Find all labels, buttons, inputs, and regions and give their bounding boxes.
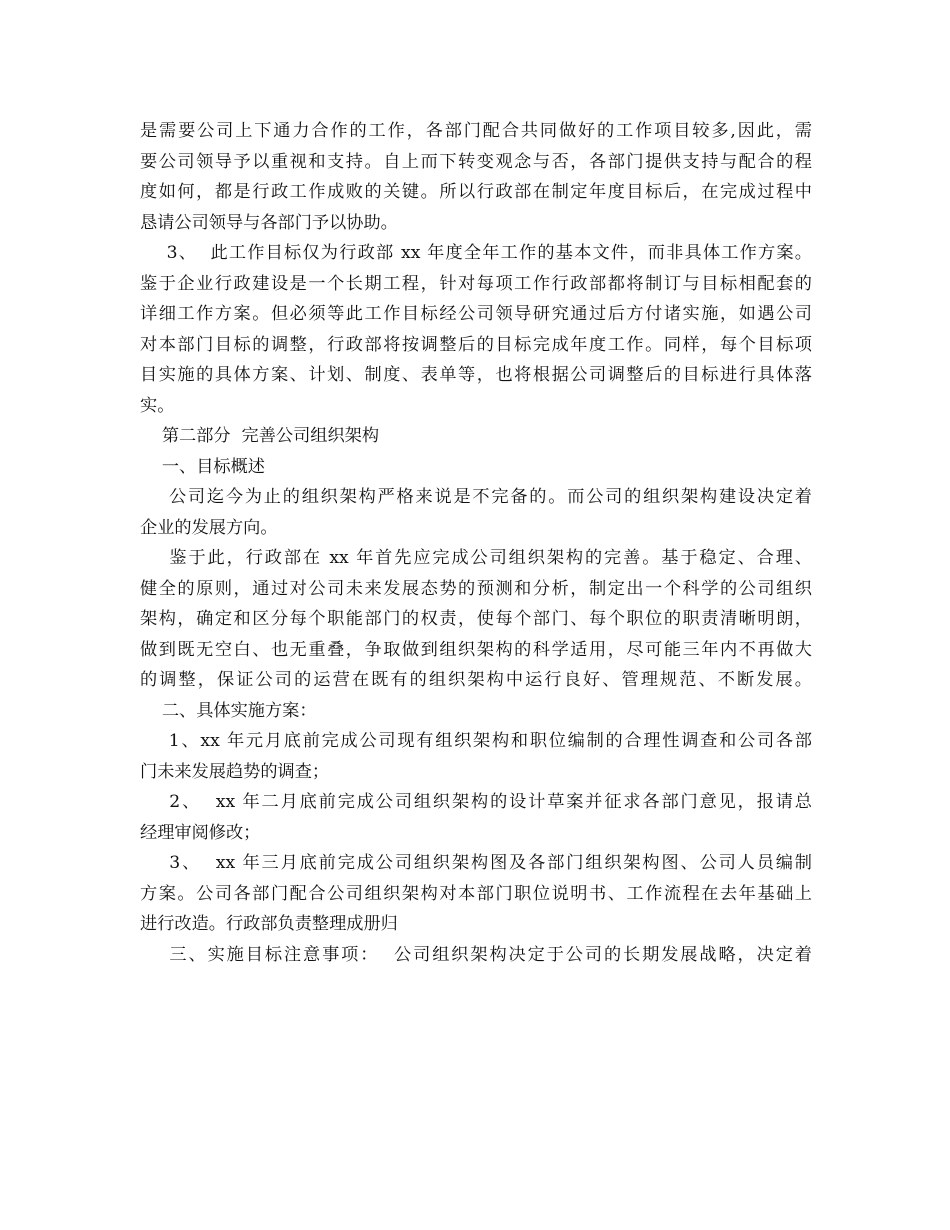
text-line: 3、 xx 年三月底前完成公司组织架构图及各部门组织架构图、公司人员编制 — [140, 853, 812, 873]
document-body — [140, 116, 812, 970]
text-line: 2、 xx 年二月底前完成公司组织架构的设计草案并征求各部门意见，报请总 — [140, 792, 812, 812]
text-line: 做到既无空白、也无重叠，争取做到组织架构的科学适用，尽可能三年内不再做大 — [140, 639, 812, 660]
text-line: 健全的原则，通过对公司未来发展态势的预测和分析，制定出一个科学的公司组织 — [140, 578, 812, 599]
text-line: 架构，确定和区分每个职能部门的权责，使每个部门、每个职位的职责清晰明朗， — [140, 609, 812, 629]
section-heading: 第二部分 完善公司组织架构 — [140, 426, 380, 446]
text-line: 要公司领导予以重视和支持。自上而下转变观念与否，各部门提供支持与配合的程 — [140, 151, 812, 172]
text-line: 对本部门目标的调整，行政部将按调整后的目标完成年度工作。同样，每个目标项 — [140, 334, 812, 355]
text-line: 3、 此工作目标仅为行政部 xx 年度全年工作的基本文件，而非具体工作方案。 — [140, 243, 812, 263]
subsection-heading: 二、具体实施方案： — [140, 700, 317, 721]
text-line: 是需要公司上下通力合作的工作，各部门配合共同做好的工作项目较多,因此，需 — [140, 121, 812, 141]
text-line: 1、xx 年元月底前完成公司现有组织架构和职位编制的合理性调查和公司各部 — [140, 731, 812, 751]
text-line: 详细工作方案。但必须等此工作目标经公司领导研究通过后方付诸实施，如遇公司 — [140, 304, 812, 324]
text-line: 度如何，都是行政工作成败的关键。所以行政部在制定年度目标后，在完成过程中 — [140, 182, 812, 202]
text-line: 方案。公司各部门配合公司组织架构对本部门职位说明书、工作流程在去年基础上 — [140, 883, 812, 904]
text-line: 进行改造。行政部负责整理成册归 — [140, 914, 398, 934]
text-line: 经理审阅修改； — [140, 822, 261, 843]
text-line: 恳请公司领导与各部门予以协助。 — [140, 212, 398, 233]
text-line: 三、实施目标注意事项： 公司组织架构决定于公司的长期发展战略，决定着 — [140, 944, 812, 965]
text-line: 鉴于企业行政建设是一个长期工程，针对每项工作行政部都将制订与目标相配套的 — [140, 273, 812, 294]
text-line: 鉴于此，行政部在 xx 年首先应完成公司组织架构的完善。基于稳定、合理、 — [140, 548, 812, 568]
subsection-heading: 一、目标概述 — [140, 456, 265, 477]
text-line: 门未来发展趋势的调查； — [140, 761, 330, 782]
text-line: 公司迄今为止的组织架构严格来说是不完备的。而公司的组织架构建设决定着 — [140, 487, 812, 507]
text-line: 目实施的具体方案、计划、制度、表单等，也将根据公司调整后的目标进行具体落 — [140, 365, 812, 385]
text-line: 企业的发展方向。 — [140, 517, 278, 538]
text-line: 实。 — [140, 395, 175, 416]
text-line: 的调整，保证公司的运营在既有的组织架构中运行良好、管理规范、不断发展。 — [140, 670, 812, 690]
